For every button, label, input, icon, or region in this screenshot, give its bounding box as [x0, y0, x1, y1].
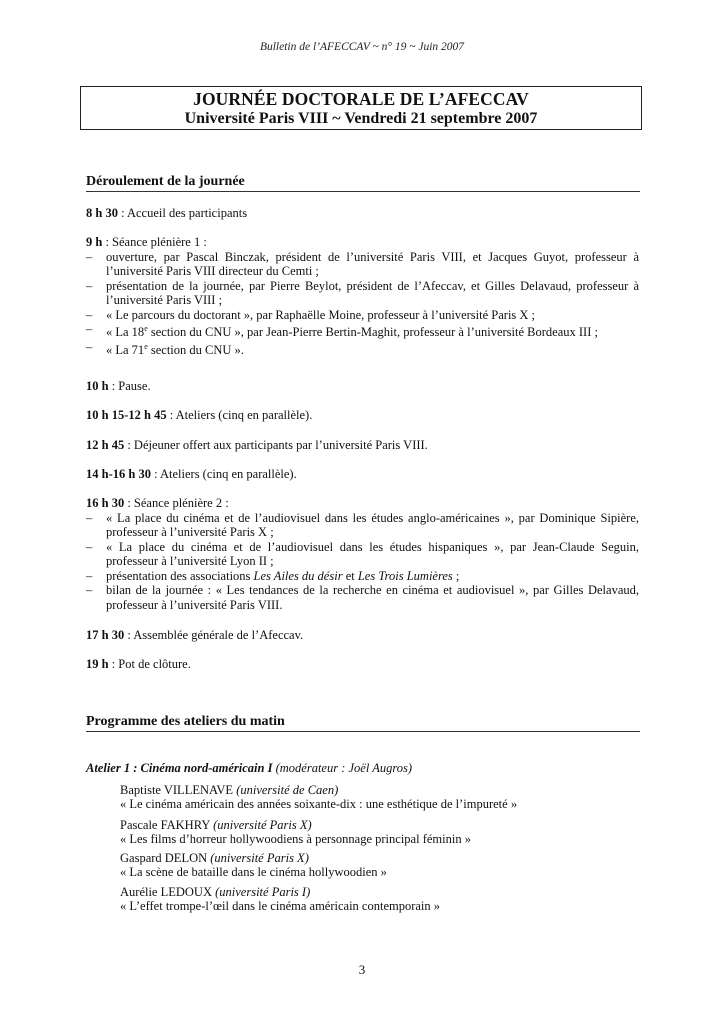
- atelier-title: Atelier 1 : Cinéma nord-américain I (modérateur : Joël Augros): [86, 761, 413, 775]
- list-item: – « La 18e section du CNU », par Jean-Pierre Bertin-Maghit, professeur à l’université Bordeaux III ;: [86, 322, 598, 340]
- list-item: – « La place du cinéma et de l’audiovisuel dans les études anglo-américaines », par Dominique Sipière, professeur à l’université Paris X ;: [86, 510, 639, 539]
- title-box: [80, 86, 642, 130]
- schedule-entry-plenary-2: [86, 496, 639, 612]
- title-line-1: JOURNÉE DOCTORALE DE L’AFECCAV: [193, 89, 529, 109]
- time-label: 8 h 30: [86, 206, 118, 220]
- schedule-entry-assembly: 17 h 30 : Assemblée générale de l’Afeccav.: [86, 628, 304, 642]
- section-heading-morning-workshops: Programme des ateliers du matin: [86, 714, 640, 732]
- title-line-2: Université Paris VIII ~ Vendredi 21 septembre 2007: [184, 110, 538, 127]
- list-item: – présentation des associations Les Ailes du désir et Les Trois Lumières ;: [86, 568, 460, 583]
- page-number: 3: [358, 962, 366, 977]
- plenary-1-header: [86, 235, 639, 250]
- schedule-entry-arrival: [86, 206, 639, 221]
- list-item: – « La place du cinéma et de l’audiovisuel dans les études hispaniques », par Jean-Claude Seguin, professeur à l’université Lyon II ;: [86, 539, 639, 568]
- talk-entry: Gaspard DELON (université Paris X) « La scène de bataille dans le cinéma hollywoodien »: [120, 851, 387, 879]
- schedule-entry-pause: 10 h : Pause.: [86, 379, 151, 393]
- list-item: – présentation de la journée, par Pierre Beylot, président de l’Afeccav, et Gilles Delavaud, professeur à l’université Paris VIII ;: [86, 278, 639, 307]
- list-item: – ouverture, par Pascal Binczak, président de l’université Paris VIII, et Jacques Guyot, professeur à l’université Paris VIII directeur du Cemti ;: [86, 249, 639, 278]
- section-heading-schedule: Déroulement de la journée: [86, 174, 640, 192]
- schedule-entry-afternoon-workshops: 14 h-16 h 30 : Ateliers (cinq en parallèle).: [86, 467, 297, 481]
- plenary-2-header: 16 h 30 : Séance plénière 2 :: [86, 496, 229, 510]
- talk-entry: Pascale FAKHRY (université Paris X) « Les films d’horreur hollywoodiens à personnage principal féminin »: [120, 818, 471, 846]
- running-header: Bulletin de l’AFECCAV ~ n° 19 ~ Juin 2007: [259, 41, 465, 53]
- entry-text: : Accueil des participants: [117, 206, 248, 220]
- schedule-entry-plenary-1: [86, 235, 639, 357]
- schedule-entry-morning-workshops: 10 h 15-12 h 45 : Ateliers (cinq en parallèle).: [86, 408, 313, 422]
- entry-text: : Séance plénière 1 :: [102, 235, 207, 249]
- list-item: – « La 71e section du CNU ».: [86, 339, 244, 357]
- talk-entry: Baptiste VILLENAVE (université de Caen) « Le cinéma américain des années soixante-dix : une esthétique de l’impureté »: [120, 783, 518, 811]
- time-label: 9 h: [86, 235, 103, 249]
- list-item: – « Le parcours du doctorant », par Raphaëlle Moine, professeur à l’université Paris X ;: [86, 307, 536, 322]
- talk-entry: Aurélie LEDOUX (université Paris I) « L’effet trompe-l’œil dans le cinéma américain contemporain »: [120, 885, 441, 913]
- schedule-entry-closing: 19 h : Pot de clôture.: [86, 657, 191, 671]
- list-item: – bilan de la journée : « Les tendances de la recherche en cinéma et audiovisuel », par Gilles Delavaud, professeur à l’université Paris VIII.: [86, 583, 639, 612]
- schedule-entry-lunch: 12 h 45 : Déjeuner offert aux participants par l’université Paris VIII.: [86, 438, 428, 452]
